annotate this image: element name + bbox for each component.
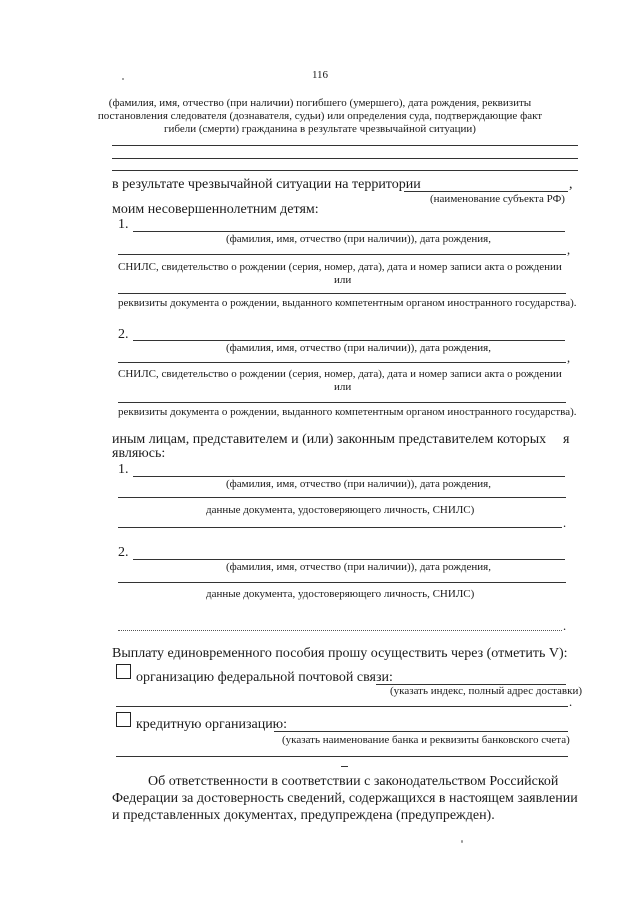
deceased-caption-line1: (фамилия, имя, отчество (при наличии) погибшего (умершего), дата рождения, реквизиты [108,97,532,109]
child-1-name-caption: (фамилия, имя, отчество (при наличии)), дата рождения, [226,233,491,245]
child-1-snils-caption: СНИЛС, свидетельство о рождении (серия, номер, дата), дата и номер записи акта о рождении [118,261,562,273]
territory-field[interactable] [404,191,568,192]
other-2-document-caption: данные документа, удостоверяющего личность, СНИЛС) [206,588,475,600]
child-1-foreign-caption: реквизиты документа о рождении, выданного компетентным органом иностранного государства). [118,297,577,309]
other-2-number: 2. [118,545,129,560]
other-1-document-caption: данные документа, удостоверяющего личность, СНИЛС) [206,504,475,516]
territory-caption: (наименование субъекта РФ) [430,193,565,205]
other-1-document-field[interactable] [118,497,566,498]
responsibility-line2: Федерации за достоверность сведений, содержащихся в настоящем заявлении [112,791,578,806]
post-office-end-dot: . [569,695,573,709]
child-1-foreign-field[interactable] [118,293,566,294]
child-1-document-field[interactable] [118,254,566,255]
child-2-snils-caption: СНИЛС, свидетельство о рождении (серия, номер, дата), дата и номер записи акта о рождении [118,368,562,380]
bank-details-field[interactable] [274,731,568,732]
responsibility-line3: и представленных документах, предупреждена (предупрежден). [112,808,495,823]
other-1-name-field[interactable] [133,476,565,477]
others-heading-line1: иным лицам, представителем и (или) законным представителем которых [112,432,547,447]
post-office-label: организацию федеральной почтовой связи: [136,670,393,685]
responsibility-line1: Об ответственности в соответствии с законодательством Российской [148,774,559,789]
other-2-name-caption: (фамилия, имя, отчество (при наличии)), дата рождения, [226,561,491,573]
deceased-field-line-3[interactable] [112,170,578,171]
children-heading: моим несовершеннолетним детям: [112,202,319,217]
deceased-caption-line3: гибели (смерти) гражданина в результате чрезвычайной ситуации) [164,123,476,135]
post-office-caption: (указать индекс, полный адрес доставки) [390,685,583,697]
child-2-foreign-caption: реквизиты документа о рождении, выданного компетентным органом иностранного государства). [118,406,577,418]
other-2-document-field[interactable] [118,582,566,583]
other-1-name-caption: (фамилия, имя, отчество (при наличии)), дата рождения, [226,478,491,490]
deceased-field-line-2[interactable] [112,158,578,159]
other-2-document-field-2[interactable] [118,630,562,631]
other-2-end-dot: . [563,619,567,633]
other-1-number: 1. [118,462,129,477]
bank-details-field-2[interactable] [116,756,568,757]
bank-caption: (указать наименование банка и реквизиты банковского счета) [282,734,570,746]
child-2-name-caption: (фамилия, имя, отчество (при наличии)), дата рождения, [226,342,491,354]
child-2-foreign-field[interactable] [118,402,566,403]
dash-mark [341,766,348,767]
page-number: 116 [311,69,329,81]
other-1-document-field-2[interactable] [118,527,562,528]
bank-label: кредитную организацию: [136,717,288,732]
child-1-or-caption: или [334,274,352,286]
other-1-end-dot: . [563,516,567,530]
payment-heading: Выплату единовременного пособия прошу осуществить через (отметить V): [112,646,568,661]
others-heading-line2: являюсь: [112,446,166,461]
territory-end-comma: , [569,177,573,192]
deceased-caption-line2: постановления следователя (дознавателя, судьи) или определения суда, подтверждающие факт [97,110,543,122]
post-office-checkbox[interactable] [116,664,131,679]
scan-speck [122,78,124,80]
deceased-field-line-1[interactable] [112,145,578,146]
child-2-name-field[interactable] [133,340,565,341]
scan-speck [461,840,463,843]
child-1-number: 1. [118,217,129,232]
child-1-name-field[interactable] [133,231,565,232]
others-heading-ya: я [563,432,570,447]
child-2-end-comma: , [567,351,571,365]
child-2-document-field[interactable] [118,362,566,363]
bank-checkbox[interactable] [116,712,131,727]
post-office-address-field-2[interactable] [116,706,568,707]
territory-label: в результате чрезвычайной ситуации на территории [112,177,421,192]
other-2-name-field[interactable] [133,559,565,560]
child-2-or-caption: или [334,381,352,393]
child-2-number: 2. [118,327,129,342]
child-1-end-comma: , [567,243,571,257]
